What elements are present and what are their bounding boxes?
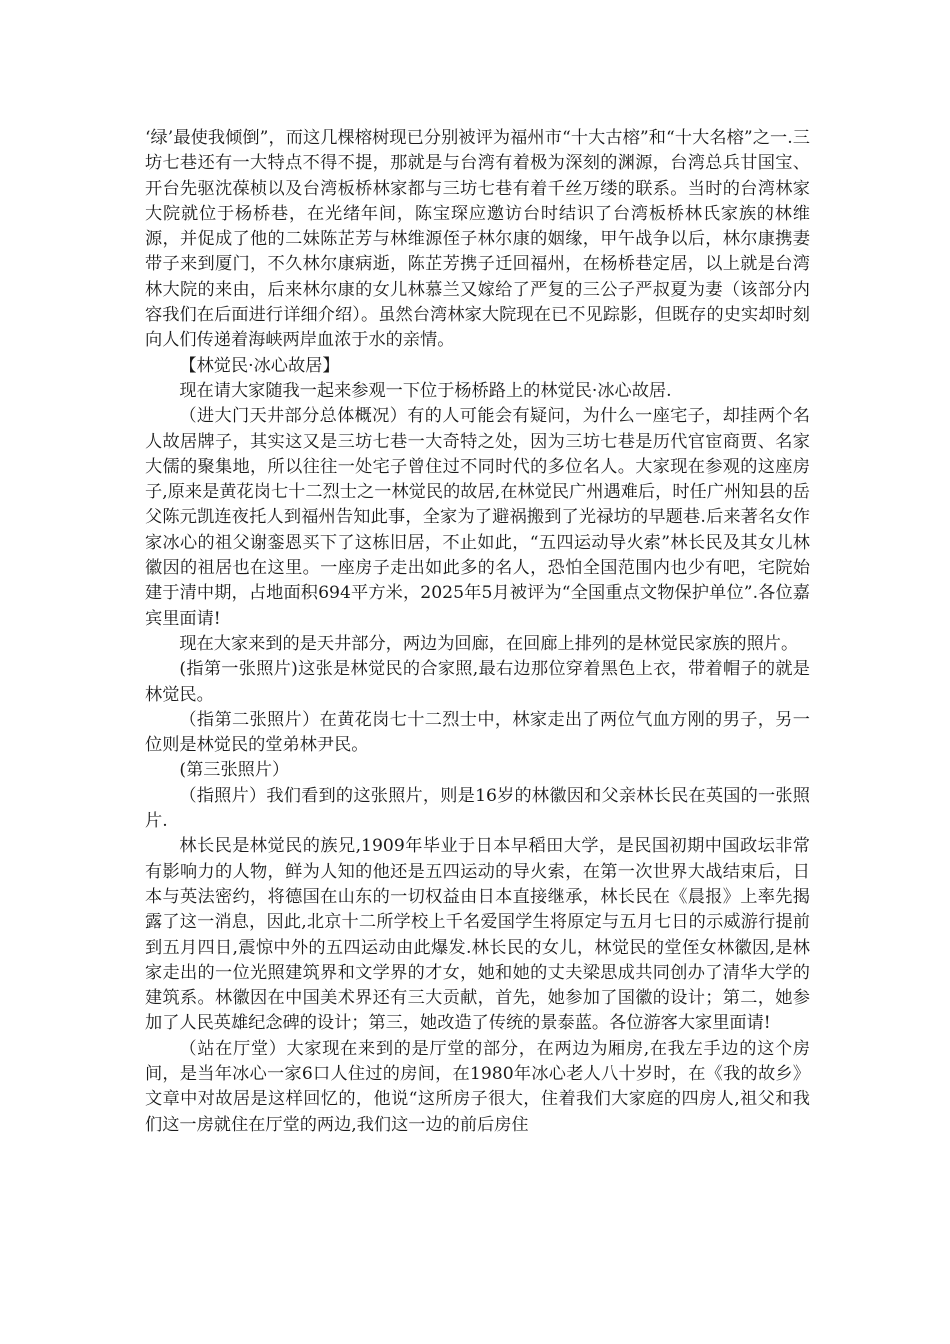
paragraph-overview: （进大门天井部分总体概况）有的人可能会有疑问，为什么一座宅子，却挂两个名人故居牌子，其实这又是三坊七巷一大奇特之处，因为三坊七巷是历代官宦商贾、名家大儒的聚集地，所以往往一处宅子曾住过不同时代的多位名人。大家现在参观的这座房子,原来是黄花岗七十二烈士之一林觉民的故居,在林觉民广州遇难后，时任广州知县的岳父陈元凯连夜托人到福州告知此事，全家为了避祸搬到了光禄坊的早题巷.后来著名女作家冰心的祖父谢銮恩买下了这栋旧居，不止如此，“五四运动导火索”林长民及其女儿林徽因的祖居也在这里。一座房子走出如此多的名人，恐怕全国范围内也少有吧，宅院始建于清中期，占地面积694平方米，2025年5月被评为“全国重点文物保护单位”.各位嘉宾里面请! [145,406,810,629]
paragraph-photo-3: (第三张照片） [179,760,290,781]
document-page [145,126,810,1138]
paragraph-lin-changmin: 林长民是林觉民的族兄,1909年毕业于日本早稻田大学，是民国初期中国政坛非常有影响力的人物，鲜为人知的他还是五四运动的导火索，在第一次世界大战结束后，日本与英法密约，将德国在山东的一切权益由日本直接继承，林长民在《晨报》上率先揭露了这一消息，因此,北京十二所学校上千名爱国学生将原定与五月七日的示威游行提前到五月四日,震惊中外的五四运动由此爆发.林长民的女儿，林觉民的堂侄女林徽因,是林家走出的一位光照建筑界和文学界的才女，她和她的丈夫梁思成共同创办了清华大学的建筑系。林徽因在中国美术界还有三大贡献，首先，她参加了国徽的设计；第二，她参加了人民英雄纪念碑的设计；第三，她改造了传统的景泰蓝。各位游客大家里面请! [145,836,810,1034]
paragraph-photo-4: （指照片）我们看到的这张照片，则是16岁的林徽因和父亲林长民在英国的一张照片. [145,785,810,832]
paragraph-hall: （站在厅堂）大家现在来到的是厅堂的部分，在两边为厢房,在我左手边的这个房间，是当年冰心一家6口人住过的房间，在1980年冰心老人八十岁时，在《我的故乡》文章中对故居是这样回忆的，他说“这所房子很大，住着我们大家庭的四房人,祖父和我们这一房就住在厅堂的两边,我们这一边的前后房住 [145,1038,810,1135]
paragraph-invitation: 现在请大家随我一起来参观一下位于杨桥路上的林觉民·冰心故居. [179,380,672,401]
paragraph-courtyard: 现在大家来到的是天井部分，两边为回廊，在回廊上排列的是林觉民家族的照片。 [179,633,799,654]
paragraph-intro-continuation: ‘绿’最使我倾倒”，而这几棵榕树现已分别被评为福州市“十大古榕”和“十大名榕”之一.三坊七巷还有一大特点不得不提，那就是与台湾有着极为深刻的渊源，台湾总兵甘国宝、开台先驱沈葆桢以及台湾板桥林家都与三坊七巷有着千丝万缕的联系。当时的台湾林家大院就位于杨桥巷，在光绪年间，陈宝琛应邀访台时结识了台湾板桥林氏家族的林维源，并促成了他的二妹陈芷芳与林维源侄子林尔康的姻缘，甲午战争以后，林尔康携妻带子来到厦门，不久林尔康病逝，陈芷芳携子迁回福州，在杨桥巷定居，以上就是台湾林大院的来由，后来林尔康的女儿林慕兰又嫁给了严复的三公子严叔夏为妻（该部分内容我们在后面进行详细介绍）。虽然台湾林家大院现在已不见踪影，但既存的史实却时刻向人们传递着海峡两岸血浓于水的亲情。 [145,128,810,351]
paragraph-photo-1: (指第一张照片)这张是林觉民的合家照,最右边那位穿着黑色上衣，带着帽子的就是林觉民。 [145,659,810,705]
paragraph-photo-2: （指第二张照片）在黄花岗七十二烈士中，林家走出了两位气血方刚的男子，另一位则是林觉民的堂弟林尹民。 [145,709,810,756]
section-heading: 【林觉民·冰心故居】 [179,355,340,376]
